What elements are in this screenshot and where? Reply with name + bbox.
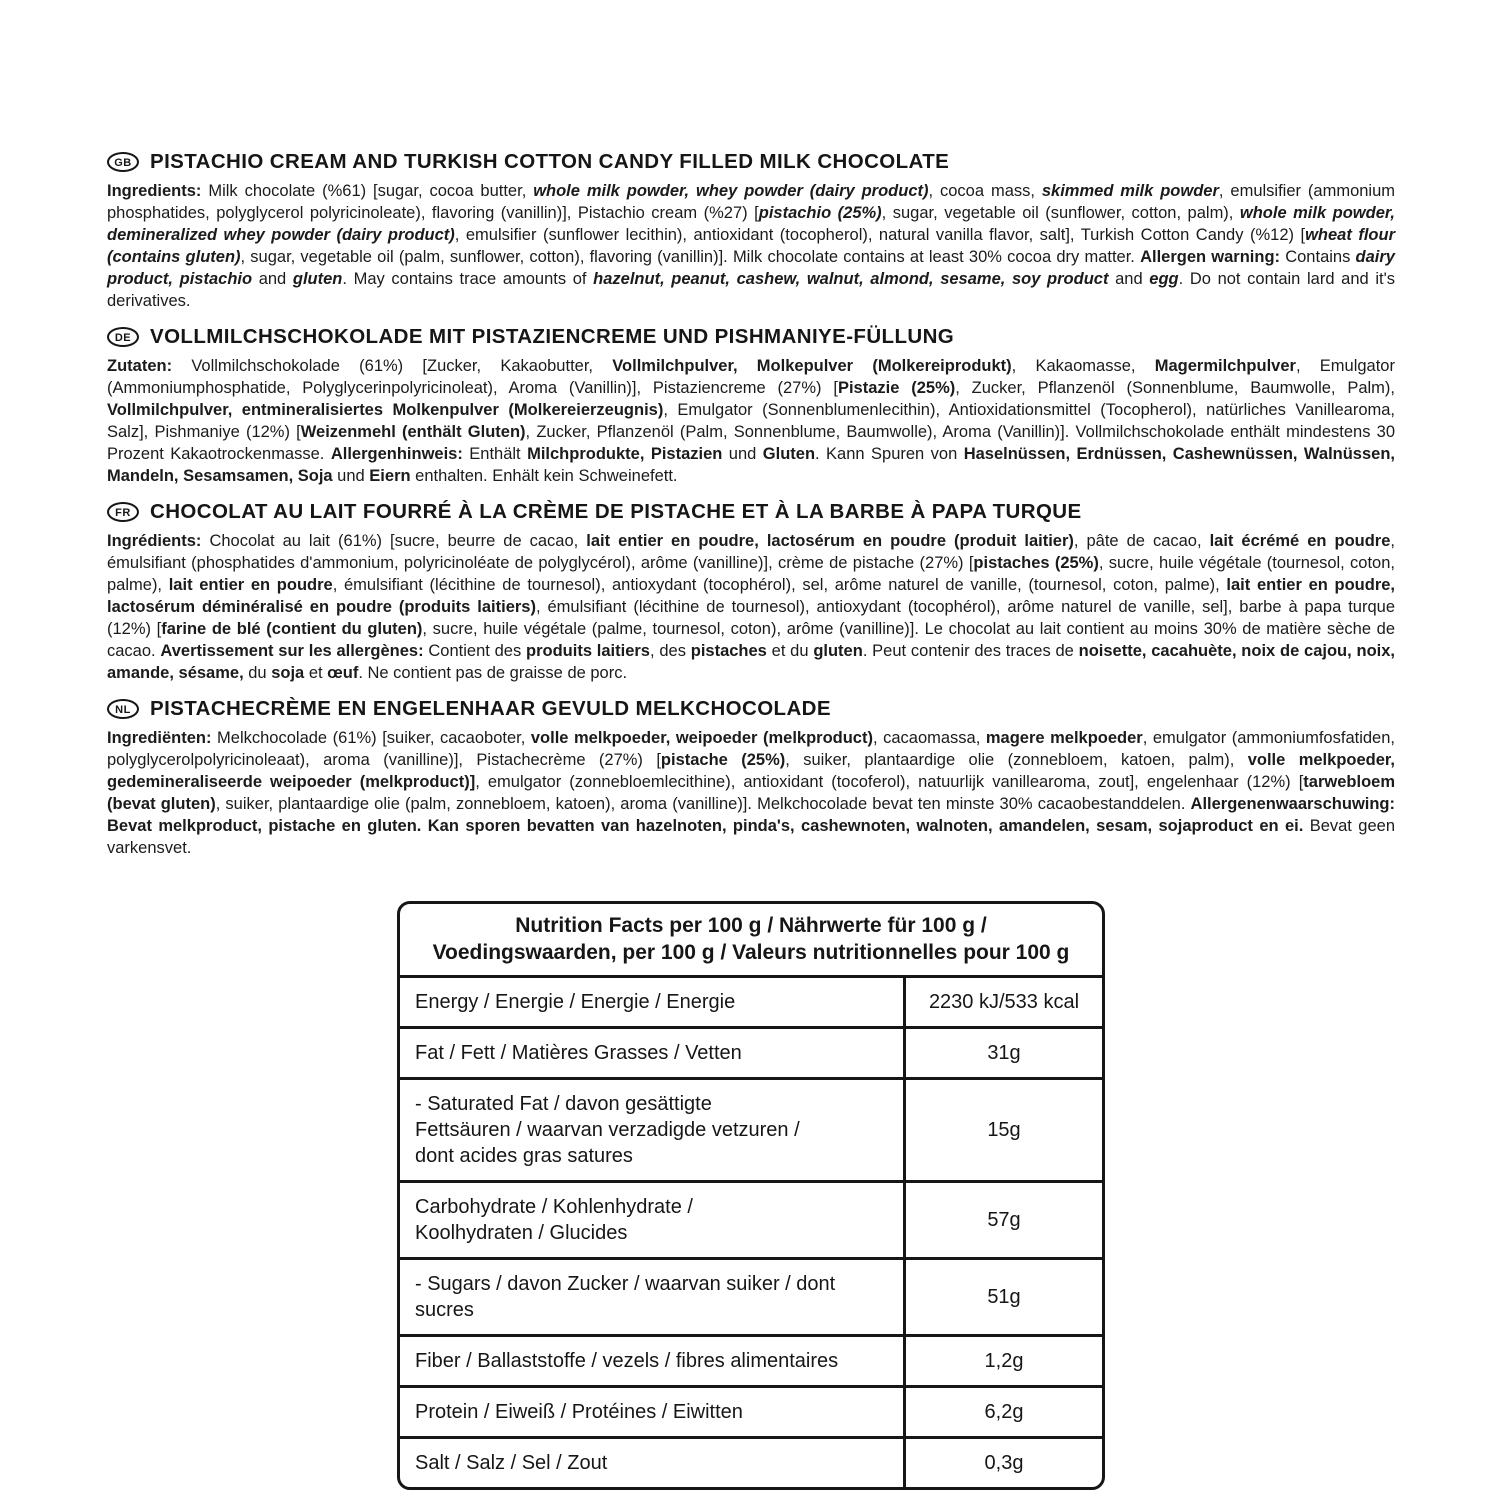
table-row-fiber xyxy=(400,1337,1102,1388)
table-row-protein xyxy=(400,1388,1102,1439)
ingredient-section-nl xyxy=(107,697,1395,859)
table-row-energy xyxy=(400,978,1102,1029)
nutrient-value: 2230 kJ/533 kcal xyxy=(928,990,1080,1013)
section-header-gb xyxy=(107,150,1395,174)
section-header-fr xyxy=(107,500,1395,524)
table-row-salt xyxy=(400,1439,1102,1487)
label-content xyxy=(107,150,1395,1490)
nutrient-value: 0,3g xyxy=(984,1451,1024,1474)
section-title-gb: PISTACHIO CREAM AND TURKISH COTTON CANDY FILLED MILK CHOCOLATE xyxy=(150,150,950,173)
section-title-nl: PISTACHECRÈME EN ENGELENHAAR GEVULD MELKCHOCOLADE xyxy=(150,697,831,720)
language-badge-de-icon: DE xyxy=(107,327,139,347)
nutrient-value: 15g xyxy=(987,1118,1021,1141)
ingredient-section-gb xyxy=(107,150,1395,312)
nutrition-table xyxy=(397,901,1105,1490)
table-row-carbohydrate xyxy=(400,1183,1102,1260)
nutrition-table-title: Nutrition Facts per 100 g / Nährwerte für 100 g / Voedingswaarden, per 100 g / Valeurs nutritionnelles pour 100 g xyxy=(400,904,1102,978)
nutrient-label: - Saturated Fat / davon gesättigte Fettsäuren / waarvan verzadigde vetzuren / dont acides gras satures xyxy=(400,1080,906,1180)
ingredients-text-nl: Ingrediënten: Melkchocolade (61%) [suiker, cacaoboter, volle melkpoeder, weipoeder (melkproduct), cacaomassa, magere melkpoeder, emulgator (ammoniumfosfatiden, polyglycerolpolyricinoleaat), aroma (vanilline)], Pistachecrème (27%) [pistache (25%), suiker, plantaardige olie (zonnebloem, katoen, palm), volle melkpoeder, gedemineraliseerde weipoeder (melkproduct)], emulgator (zonnebloemlecithine), antioxidant (tocoferol), natuurlijk vanillearoma, zout], engelenhaar (12%) [tarwebloem (bevat gluten), suiker, plantaardige olie (palm, zonnebloem, katoen), aroma (vanilline)]. Melkchocolade bevat ten minste 30% cacaobestanddelen. Allergenenwaarschuwing: Bevat melkproduct, pistache en gluten. Kan sporen bevatten van hazelnoten, pinda's, cashewnoten, walnoten, amandelen, sesam, sojaproduct en ei. Bevat geen varkensvet. xyxy=(107,729,1396,857)
nutrient-label: Fat / Fett / Matières Grasses / Vetten xyxy=(400,1029,906,1077)
nutrient-value: 57g xyxy=(987,1208,1021,1231)
ingredients-text-gb: Ingredients: Milk chocolate (%61) [sugar, cocoa butter, whole milk powder, whey powder (dairy product), cocoa mass, skimmed milk powder, emulsifier (ammonium phosphatides, polyglycerol polyricinoleate), flavoring (vanillin)], Pistachio cream (%27) [pistachio (25%), sugar, vegetable oil (sunflower, cotton, palm), whole milk powder, demineralized whey powder (dairy product), emulsifier (sunflower lecithin), antioxidant (tocopherol), natural vanilla flavor, salt], Turkish Cotton Candy (%12) [wheat flour (contains gluten), sugar, vegetable oil (palm, sunflower, cotton), flavoring (vanillin)]. Milk chocolate contains at least 30% cocoa dry matter. Allergen warning: Contains dairy product, pistachio and gluten. May contains trace amounts of hazelnut, peanut, cashew, walnut, almond, sesame, soy product and egg. Do not contain lard and it's derivatives. xyxy=(107,182,1396,310)
section-title-fr: CHOCOLAT AU LAIT FOURRÉ À LA CRÈME DE PISTACHE ET À LA BARBE À PAPA TURQUE xyxy=(150,500,1082,523)
language-badge-fr-icon: FR xyxy=(107,502,139,522)
nutrient-label: Fiber / Ballaststoffe / vezels / fibres alimentaires xyxy=(400,1337,906,1385)
section-title-de: VOLLMILCHSCHOKOLADE MIT PISTAZIENCREME UND PISHMANIYE-FÜLLUNG xyxy=(150,325,955,348)
table-row-saturated-fat xyxy=(400,1080,1102,1183)
table-row-sugars xyxy=(400,1260,1102,1337)
language-badge-nl-icon: NL xyxy=(107,699,139,719)
nutrient-label: Carbohydrate / Kohlenhydrate / Koolhydraten / Glucides xyxy=(400,1183,906,1257)
ingredient-section-fr xyxy=(107,500,1395,684)
nutrient-label: Salt / Salz / Sel / Zout xyxy=(400,1439,906,1487)
ingredient-section-de xyxy=(107,325,1395,487)
nutrient-value: 51g xyxy=(987,1285,1021,1308)
language-badge-gb-icon: GB xyxy=(107,152,139,172)
nutrient-label: Energy / Energie / Energie / Energie xyxy=(400,978,906,1026)
nutrient-label: - Sugars / davon Zucker / waarvan suiker / dont sucres xyxy=(400,1260,906,1334)
ingredients-text-de: Zutaten: Vollmilchschokolade (61%) [Zucker, Kakaobutter, Vollmilchpulver, Molkepulver (Molkereiprodukt), Kakaomasse, Magermilchpulver, Emulgator (Ammoniumphosphatide, Polyglycerinpolyricinoleat), Aroma (Vanillin)], Pistaziencreme (27%) [Pistazie (25%), Zucker, Pflanzenöl (Sonnenblume, Baumwolle, Palm), Vollmilchpulver, entmineralisiertes Molkenpulver (Molkereierzeugnis), Emulgator (Sonnenblumenlecithin), Antioxidationsmittel (Tocopherol), natürliches Vanillearoma, Salz], Pishmaniye (12%) [Weizenmehl (enthält Gluten), Zucker, Pflanzenöl (Palm, Sonnenblume, Baumwolle), Aroma (Vanillin)]. Vollmilchschokolade enthält mindestens 30 Prozent Kakaotrockenmasse. Allergenhinweis: Enthält Milchprodukte, Pistazien und Gluten. Kann Spuren von Haselnüssen, Erdnüssen, Cashewnüssen, Walnüssen, Mandeln, Sesamsamen, Soja und Eiern enthalten. Enhält kein Schweinefett. xyxy=(107,357,1396,485)
nutrient-label: Protein / Eiweiß / Protéines / Eiwitten xyxy=(400,1388,906,1436)
nutrient-value: 31g xyxy=(987,1041,1021,1064)
section-header-nl xyxy=(107,697,1395,721)
nutrient-value: 1,2g xyxy=(984,1349,1024,1372)
nutrient-value: 6,2g xyxy=(984,1400,1024,1423)
ingredients-text-fr: Ingrédients: Chocolat au lait (61%) [sucre, beurre de cacao, lait entier en poudre, lactosérum en poudre (produit laitier), pâte de cacao, lait écrémé en poudre, émulsifiant (phosphatides d'ammonium, polyricinoléate de polyglycérol), arôme (vanilline)], crème de pistache (27%) [pistaches (25%), sucre, huile végétale (tournesol, coton, palme), lait entier en poudre, émulsifiant (lécithine de tournesol), antioxydant (tocophérol), sel, arôme naturel de vanille, (tournesol, coton, palme), lait entier en poudre, lactosérum déminéralisé en poudre (produits laitiers), émulsifiant (lécithine de tournesol), antioxydant (tocophérol), arôme naturel de vanille, sel], barbe à papa turque (12%) [farine de blé (contient du gluten), sucre, huile végétale (palme, tournesol, coton), arôme (vanilline)]. Le chocolat au lait contient au moins 30% de matière sèche de cacao. Avertissement sur les allergènes: Contient des produits laitiers, des pistaches et du gluten. Peut contenir des traces de noisette, cacahuète, noix de cajou, noix, amande, sésame, du soja et œuf. Ne contient pas de graisse de porc. xyxy=(107,532,1396,682)
table-row-fat xyxy=(400,1029,1102,1080)
section-header-de xyxy=(107,325,1395,349)
